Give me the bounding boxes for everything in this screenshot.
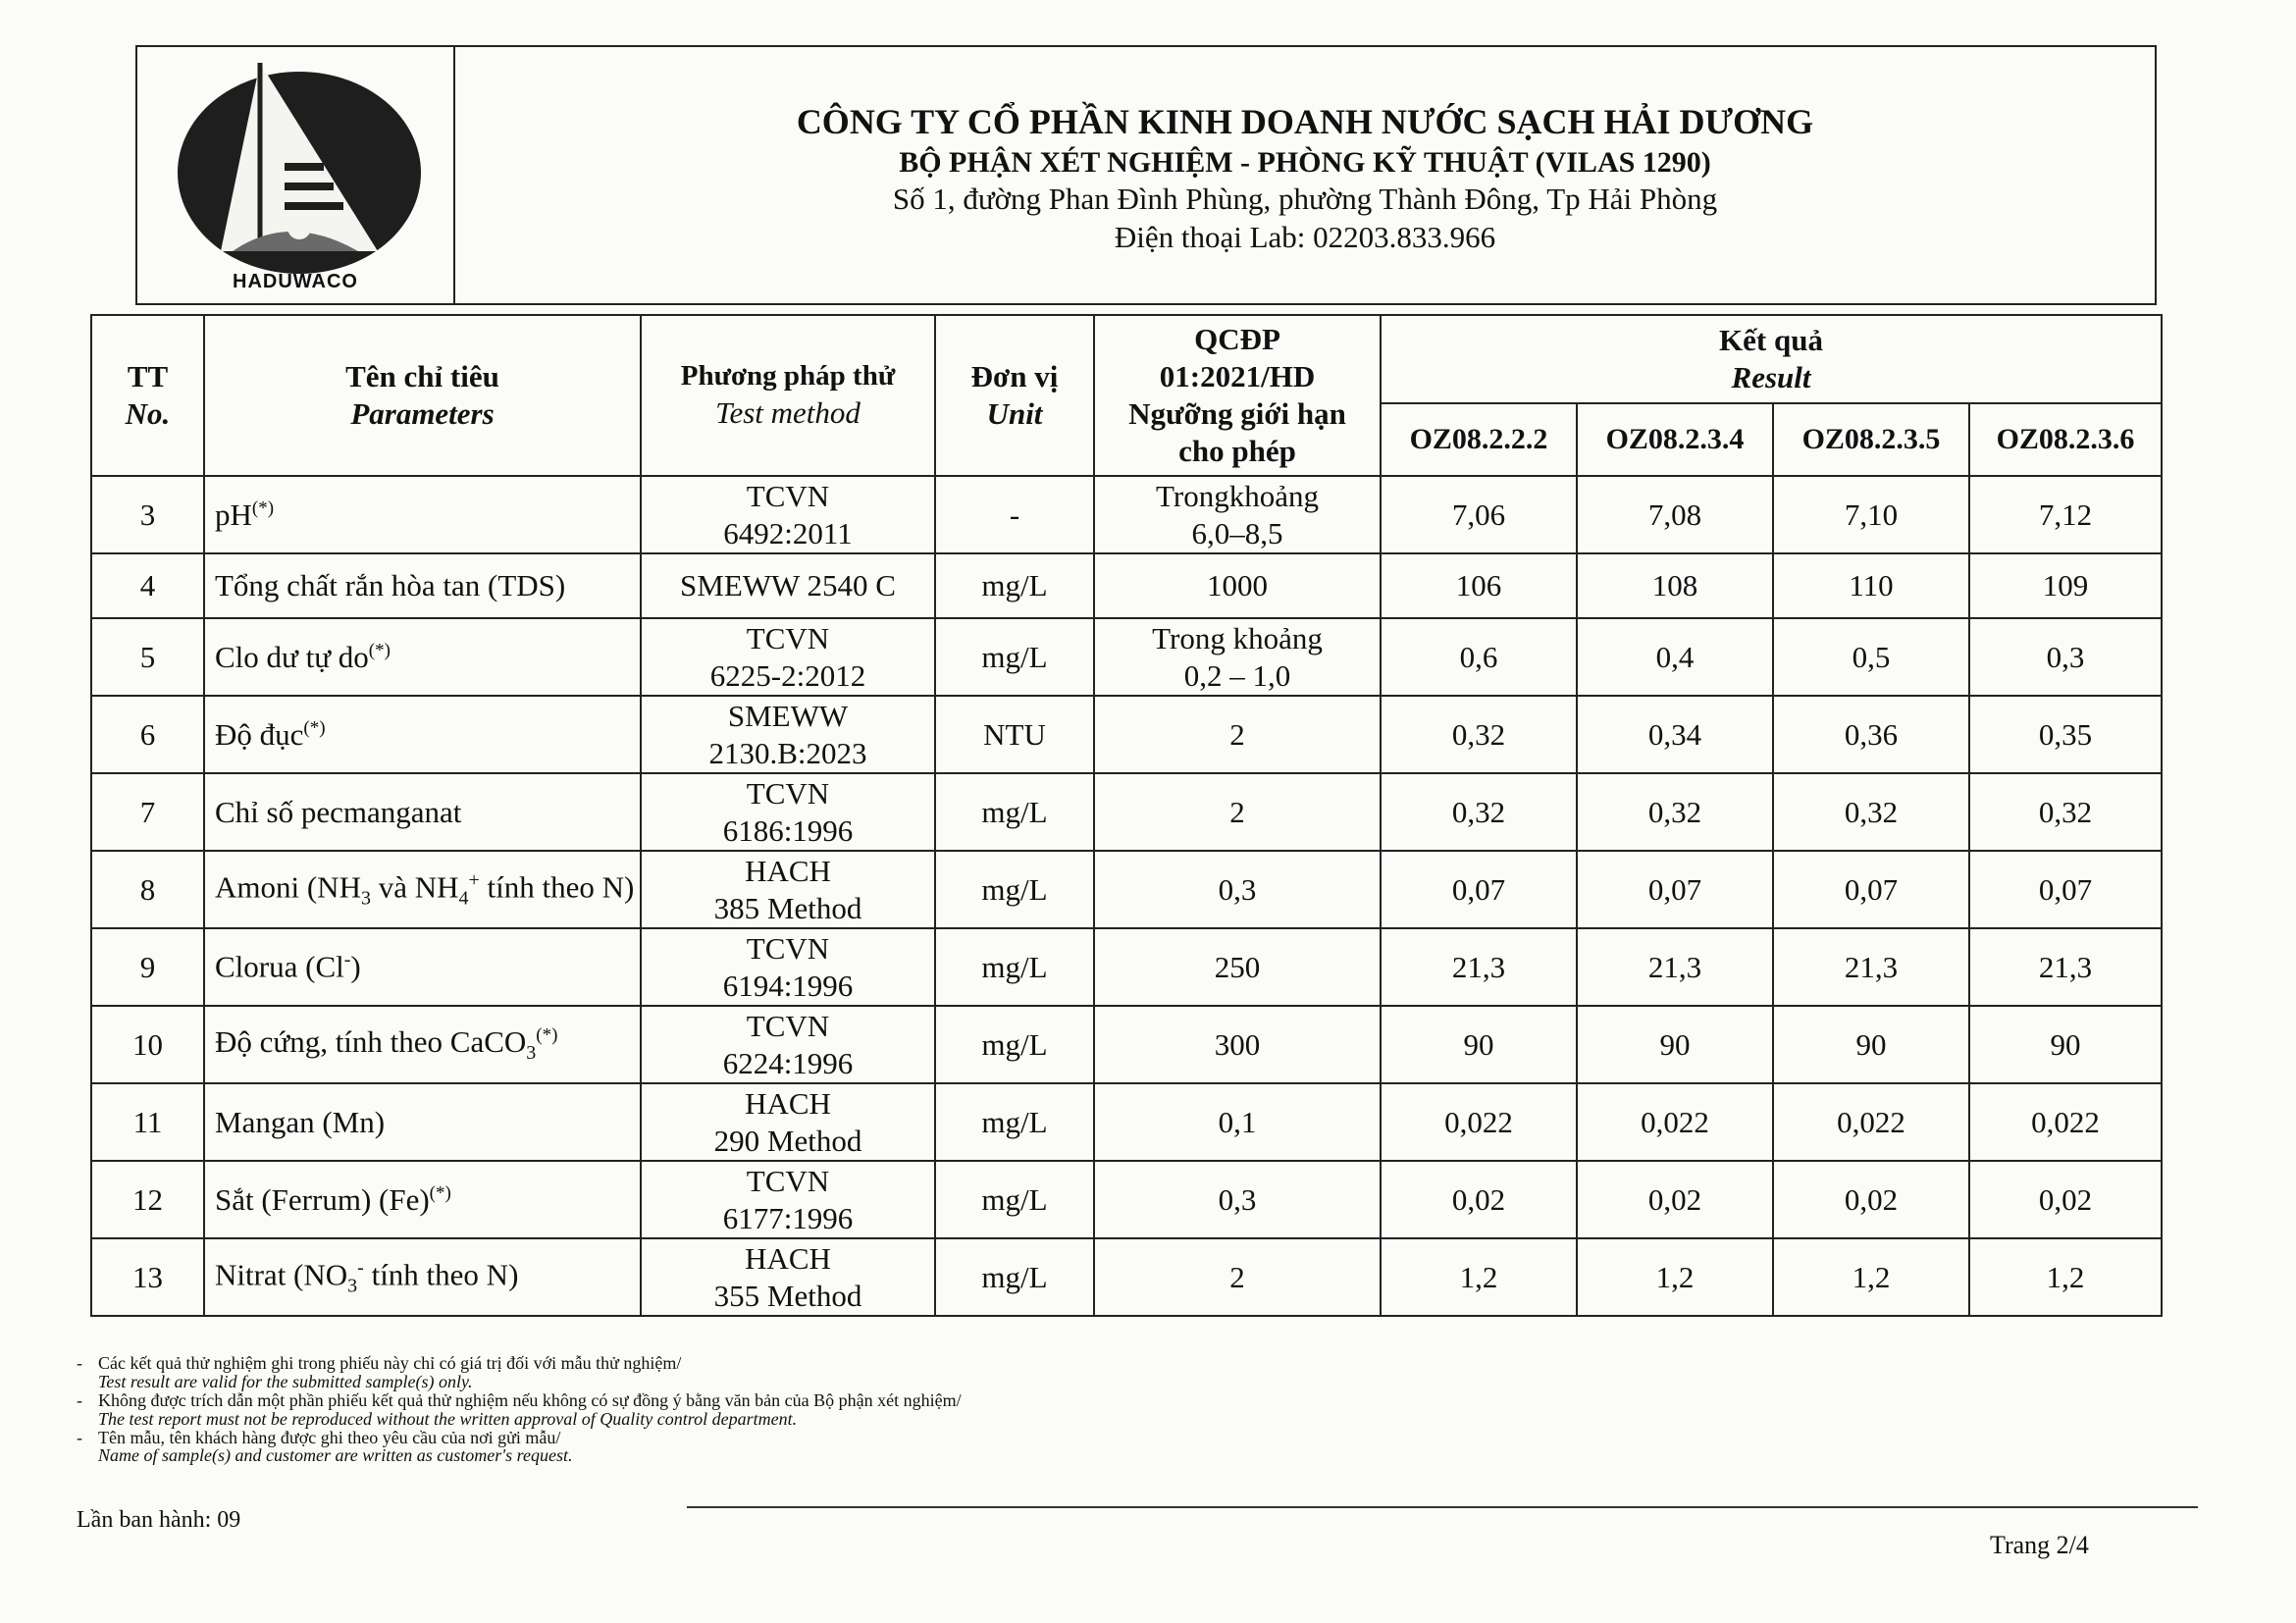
parameter-cell: Tổng chất rắn hòa tan (TDS) xyxy=(204,553,641,618)
results-table xyxy=(90,314,2163,1317)
company-name: CÔNG TY CỔ PHẦN KINH DOANH NƯỚC SẠCH HẢI DƯƠNG xyxy=(796,101,1814,141)
haduwaco-logo-icon xyxy=(162,55,429,279)
col-header-sample-3: OZ08.2.3.5 xyxy=(1773,403,1969,476)
table-row: 3 pH(*) TCVN 6492:2011 - Trongkhoảng 6,0–8,5 7,06 7,08 7,10 7,12 xyxy=(91,476,2162,553)
parameter-cell: pH(*) xyxy=(204,476,641,553)
company-logo xyxy=(137,47,455,303)
department-name: BỘ PHẬN XÉT NGHIỆM - PHÒNG KỸ THUẬT (VILAS 1290) xyxy=(899,145,1711,179)
parameter-cell: Clo dư tự do(*) xyxy=(204,618,641,696)
footnote: - Tên mẫu, tên khách hàng được ghi theo yêu cầu của nơi gửi mẫu/ Name of sample(s) and customer are written as customer's request. xyxy=(77,1427,573,1466)
method-cell: TCVN 6492:2011 xyxy=(641,476,935,553)
method-cell: TCVN 6186:1996 xyxy=(641,773,935,851)
table-row: 11 Mangan (Mn) HACH 290 Method mg/L 0,1 0,022 0,022 0,022 0,022 xyxy=(91,1083,2162,1161)
method-cell: TCVN 6224:1996 xyxy=(641,1006,935,1083)
footnote: - Không được trích dẫn một phần phiếu kết quả thử nghiệm nếu không có sự đồng ý bằng văn bản của Bộ phận xét nghiệm/ The test report must not be reproduced without the written approval of Quality control department. xyxy=(77,1389,962,1429)
col-header-sample-1: OZ08.2.2.2 xyxy=(1381,403,1577,476)
table-row: 8 Amoni ($NH_3$ và $NH_4^+$ tính theo N) HACH 385 Method mg/L 0,3 0,07 0,07 0,07 0,07 xyxy=(91,851,2162,928)
footnotes xyxy=(77,1354,1745,1465)
table-row: 6 Độ đục(*) SMEWW 2130.B:2023 NTU 2 0,32 0,34 0,36 0,35 xyxy=(91,696,2162,773)
col-header-result: Kết quả Result xyxy=(1381,315,2162,403)
col-header-unit: Đơn vị Unit xyxy=(935,315,1094,476)
company-info xyxy=(455,47,2155,303)
method-cell: TCVN 6177:1996 xyxy=(641,1161,935,1238)
table-row: 4 Tổng chất rắn hòa tan (TDS) SMEWW 2540 C mg/L 1000 106 108 110 109 xyxy=(91,553,2162,618)
lab-phone: Điện thoại Lab: 02203.833.966 xyxy=(1114,219,1496,254)
page-number: Trang 2/4 xyxy=(1990,1531,2089,1559)
method-cell: HACH 355 Method xyxy=(641,1238,935,1316)
method-cell: SMEWW 2130.B:2023 xyxy=(641,696,935,773)
col-header-parameter: Tên chỉ tiêu Parameters xyxy=(204,315,641,476)
document-header xyxy=(135,45,2157,305)
limit-cell: Trong khoảng 0,2 – 1,0 xyxy=(1094,618,1381,696)
col-header-limit: QCĐP 01:2021/HD Ngưỡng giới hạn cho phép xyxy=(1094,315,1381,476)
parameter-cell: Amoni ($NH_3$ và $NH_4^+$ tính theo N) xyxy=(204,851,641,928)
method-cell: TCVN 6225-2:2012 xyxy=(641,618,935,696)
table-row: 12 Sắt (Ferrum) (Fe)(*) TCVN 6177:1996 mg/L 0,3 0,02 0,02 0,02 0,02 xyxy=(91,1161,2162,1238)
method-cell: TCVN 6194:1996 xyxy=(641,928,935,1006)
footnote: - Các kết quả thử nghiệm ghi trong phiếu này chỉ có giá trị đối với mẫu thử nghiệm/ Test result are valid for the submitted sample(s) only. xyxy=(77,1353,682,1391)
parameter-cell: Nitrat ($NO_3^-$ tính theo N) xyxy=(204,1238,641,1316)
footer-divider xyxy=(687,1506,2198,1508)
table-row: 10 Độ cứng, tính theo CaCO$_3$(*) TCVN 6224:1996 mg/L 300 90 90 90 90 xyxy=(91,1006,2162,1083)
parameter-cell: Độ đục(*) xyxy=(204,696,641,773)
col-header-sample-4: OZ08.2.3.6 xyxy=(1969,403,2162,476)
parameter-cell: Clorua (Cl-) xyxy=(204,928,641,1006)
method-cell: HACH 290 Method xyxy=(641,1083,935,1161)
method-cell: HACH 385 Method xyxy=(641,851,935,928)
limit-cell: Trongkhoảng 6,0–8,5 xyxy=(1094,476,1381,553)
col-header-sample-2: OZ08.2.3.4 xyxy=(1577,403,1773,476)
table-row: 5 Clo dư tự do(*) TCVN 6225-2:2012 mg/L Trong khoảng 0,2 – 1,0 0,6 0,4 0,5 0,3 xyxy=(91,618,2162,696)
table-row: 7 Chỉ số pecmanganat TCVN 6186:1996 mg/L 2 0,32 0,32 0,32 0,32 xyxy=(91,773,2162,851)
method-cell: SMEWW 2540 C xyxy=(641,553,935,618)
table-row: 13 Nitrat ($NO_3^-$ tính theo N) HACH 355 Method mg/L 2 1,2 1,2 1,2 1,2 xyxy=(91,1238,2162,1316)
parameter-cell: Chỉ số pecmanganat xyxy=(204,773,641,851)
logo-text: HADUWACO xyxy=(233,271,358,292)
parameter-cell: Sắt (Ferrum) (Fe)(*) xyxy=(204,1161,641,1238)
parameter-cell: Mangan (Mn) xyxy=(204,1083,641,1161)
parameter-cell: Độ cứng, tính theo CaCO$_3$(*) xyxy=(204,1006,641,1083)
col-header-method: Phương pháp thử Test method xyxy=(641,315,935,476)
company-address: Số 1, đường Phan Đình Phùng, phường Thành Đông, Tp Hải Phòng xyxy=(892,182,1718,216)
col-header-no: TT No. xyxy=(91,315,204,476)
edition-label: Lần ban hành: 09 xyxy=(77,1507,241,1533)
table-row: 9 Clorua (Cl-) TCVN 6194:1996 mg/L 250 21,3 21,3 21,3 21,3 xyxy=(91,928,2162,1006)
